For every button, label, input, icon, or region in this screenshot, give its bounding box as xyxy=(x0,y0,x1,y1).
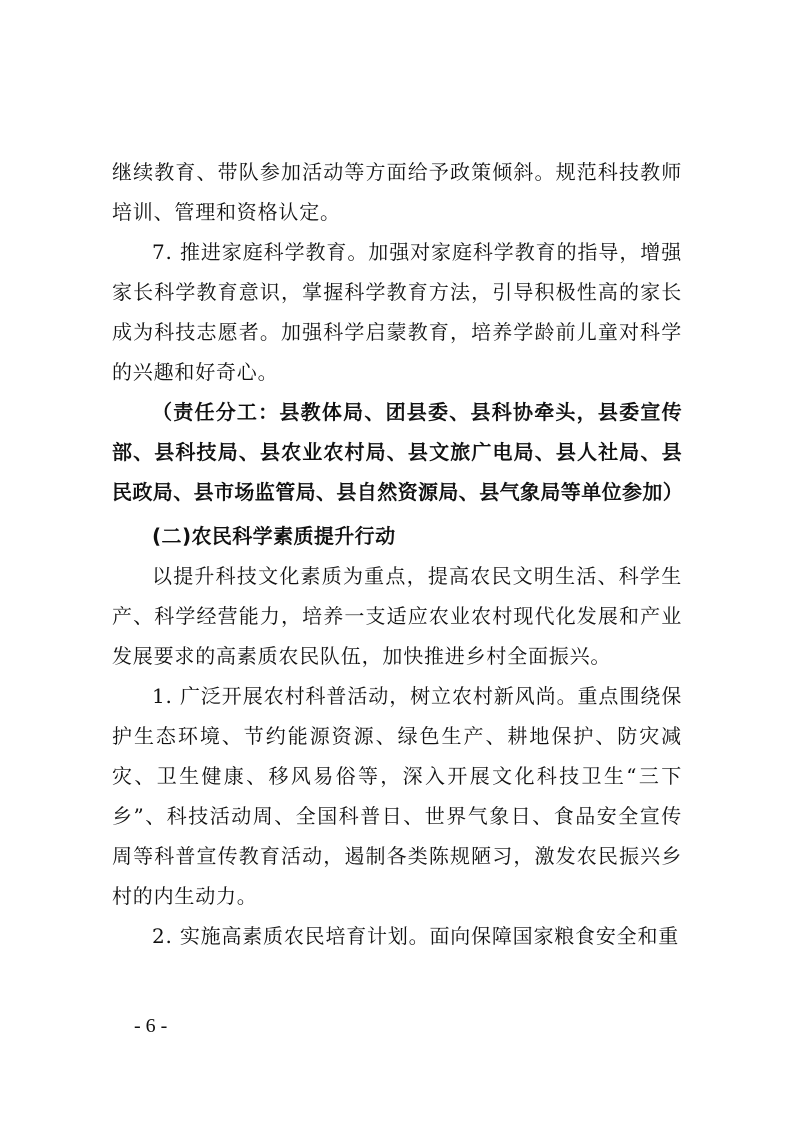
paragraph-farmer-intro: 以提升科技文化素质为重点，提高农民文明生活、科学生产、科学经营能力，培养一支适应农业农村现代化发展和产业发展要求的高素质农民队伍，加快推进乡村全面振兴。 xyxy=(112,564,682,668)
paragraph-family-science-education: 7. 推进家庭科学教育。加强对家庭科学教育的指导，增强家长科学教育意识，掌握科学教育方法，引导积极性高的家长成为科技志愿者。加强科学启蒙教育，培养学龄前儿童对科学的兴趣和好奇心。 xyxy=(112,240,682,384)
section-heading-farmer-science: (二)农民科学素质提升行动 xyxy=(152,524,396,548)
paragraph-high-quality-farmers: 2. 实施高素质农民培育计划。面向保障国家粮食安全和重 xyxy=(152,924,680,948)
paragraph-continuation: 继续教育、带队参加活动等方面给予政策倾斜。规范科技教师培训、管理和资格认定。 xyxy=(112,160,682,224)
document-body xyxy=(112,152,682,956)
paragraph-rural-science-activities: 1. 广泛开展农村科普活动，树立农村新风尚。重点围绕保护生态环境、节约能源资源、绿色生产、耕地保护、防灾减灾、卫生健康、移风易俗等，深入开展文化科技卫生“三下乡”、科技活动周、全国科普日、世界气象日、食品安全宣传周等科普宣传教育活动，遏制各类陈规陋习，激发农民振兴乡村的内生动力。 xyxy=(112,684,682,908)
page-number: - 6 - xyxy=(134,1015,168,1037)
responsibility-division: （责任分工：县教体局、团县委、县科协牵头，县委宣传部、县科技局、县农业农村局、县文旅广电局、县人社局、县民政局、县市场监管局、县自然资源局、县气象局等单位参加） xyxy=(112,400,684,504)
